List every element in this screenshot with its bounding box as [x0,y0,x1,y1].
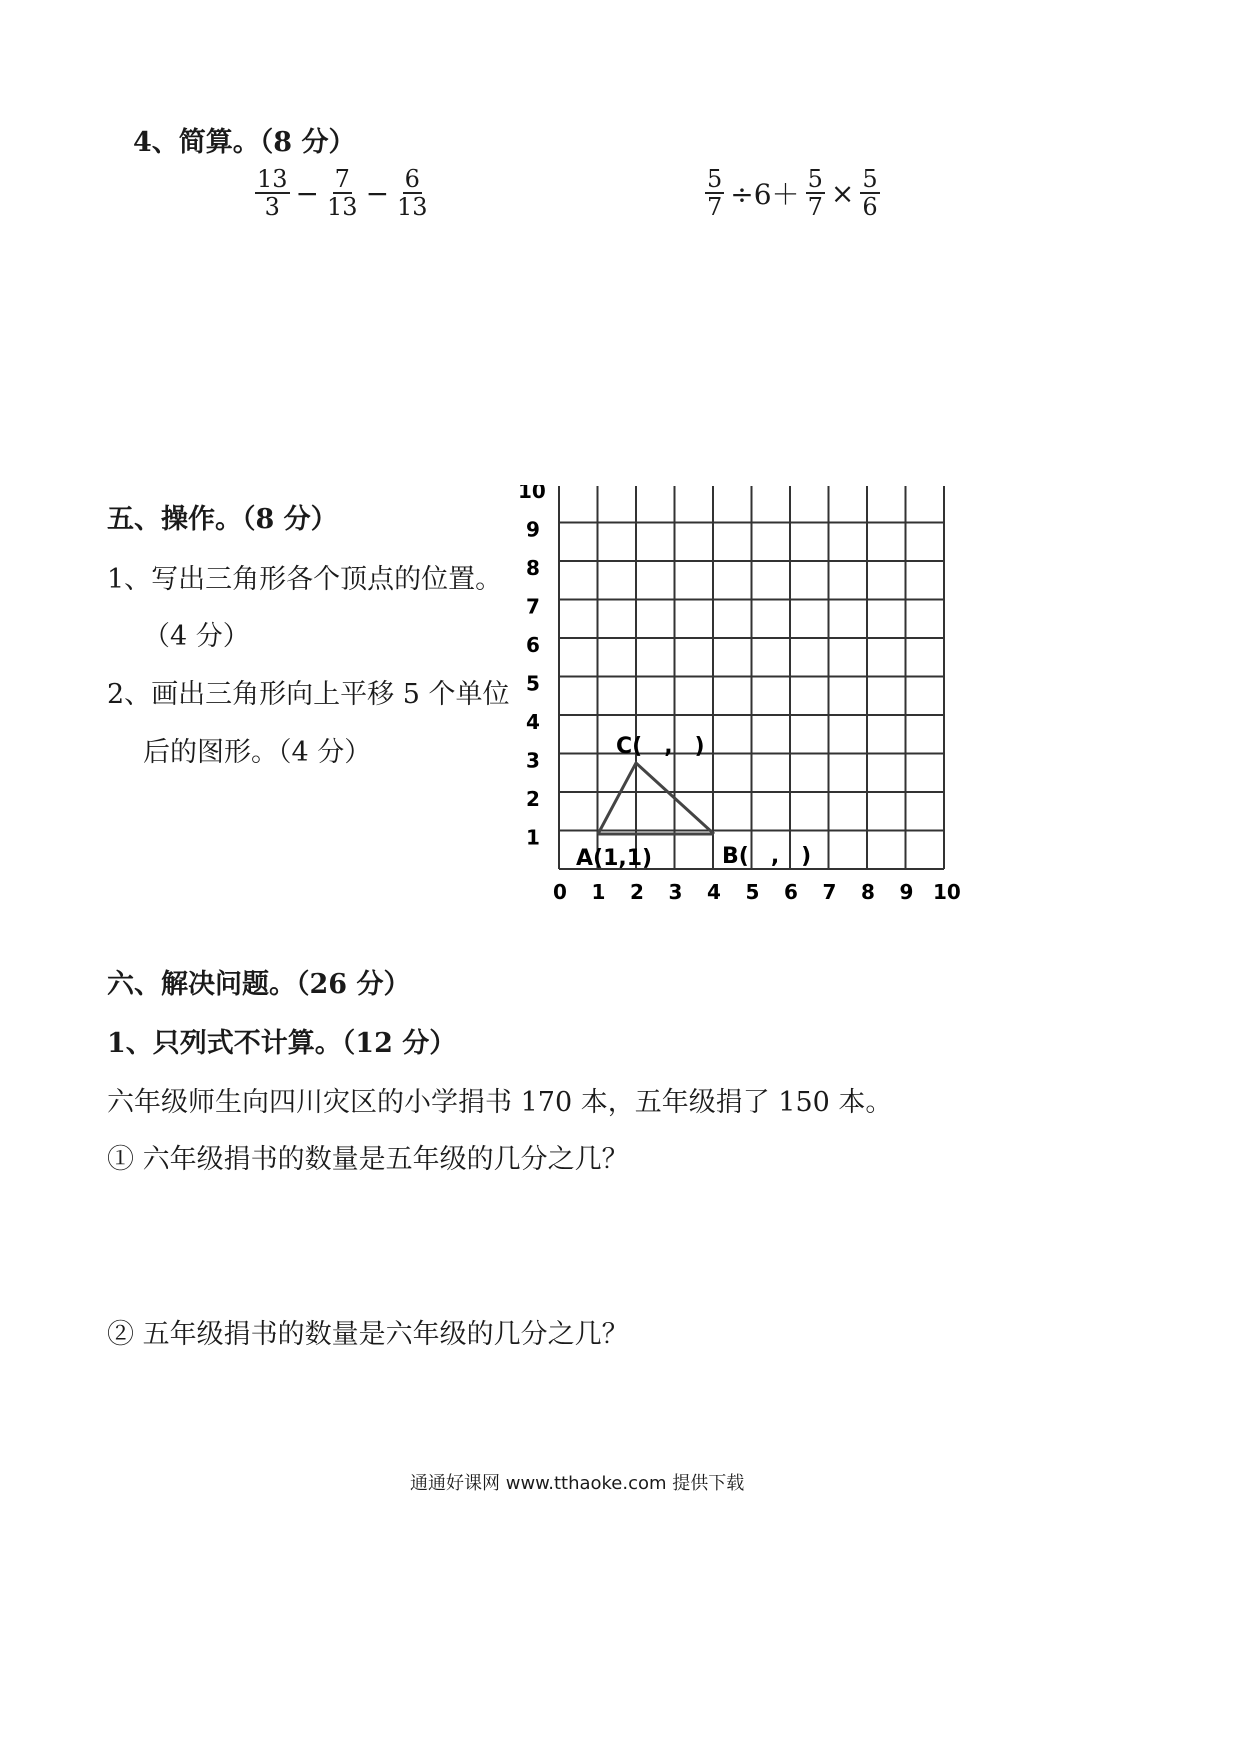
sub-question-2: ② 五年级捐书的数量是六年级的几分之几？ [107,1319,629,1350]
section5-title: 五、操作。（8 分） [107,504,338,535]
triangle [598,763,714,834]
section4-title: 4、简算。（8 分） [133,127,356,158]
numerator: 6 [404,165,420,193]
operator: − [365,176,390,210]
y-tick-label: 3 [526,748,540,773]
footer-text: 通通好课网 www.tthaoke.com 提供下载 [410,1473,745,1494]
section6-sub1-title: 1、只列式不计算。（12 分） [107,1028,457,1059]
y-tick-label: 7 [526,594,540,619]
fraction [395,166,430,221]
operator-text: ÷6＋ [730,178,800,212]
numerator: 5 [862,165,878,193]
denominator: 13 [397,193,428,222]
fraction [705,166,724,221]
section5-question-2: 2、画出三角形向上平移 5 个单位 [107,679,510,710]
expression-2 [705,166,880,221]
section5-question-1-points: （4 分） [143,621,250,652]
operator: × [830,176,855,210]
x-tick-label: 5 [745,880,760,904]
x-tick-label: 9 [899,880,914,904]
operator: − [295,176,320,210]
denominator: 3 [264,193,280,222]
denominator: 7 [707,193,723,222]
numerator: 5 [807,165,823,193]
numerator: 5 [707,165,723,193]
fraction [806,166,825,221]
y-tick-label: 1 [526,825,540,850]
x-tick-label: 6 [784,880,798,904]
numerator: 7 [334,165,350,193]
y-tick-label: 6 [526,633,540,657]
section5-question-1: 1、写出三角形各个顶点的位置。 [107,564,503,595]
expression-1 [255,166,430,221]
sub-question-1: ① 六年级捐书的数量是五年级的几分之几？ [107,1144,629,1175]
section5-question-2-cont: 后的图形。（4 分） [143,737,372,768]
coordinate-grid [510,485,970,915]
y-tick-label: 10 [518,485,546,503]
grid-lines [559,485,944,869]
fraction [255,166,290,221]
x-tick-label: 3 [668,880,683,904]
denominator: 7 [807,193,823,222]
point-b-label: B( , ) [722,844,812,869]
point-c-label: C( , ) [616,734,705,759]
section6-title: 六、解决问题。（26 分） [107,969,411,1000]
x-tick-label: 10 [933,880,961,904]
problem-statement: 六年级师生向四川灾区的小学捐书 170 本，五年级捐了 150 本。 [107,1087,893,1118]
denominator: 13 [327,193,358,222]
x-tick-label: 1 [591,880,606,904]
fraction [860,166,879,221]
x-tick-label: 2 [630,880,644,904]
y-tick-label: 5 [526,671,540,696]
y-tick-label: 8 [526,556,540,580]
x-tick-label: 8 [861,880,875,904]
x-tick-label: 4 [707,880,721,904]
y-tick-label: 2 [526,787,540,811]
point-a-label: A(1,1) [576,846,653,871]
x-tick-labels [553,880,961,904]
numerator: 13 [257,165,288,193]
y-tick-label: 4 [526,710,540,734]
x-tick-label: 7 [822,880,837,904]
y-tick-labels [518,485,546,850]
y-tick-label: 9 [526,517,540,542]
denominator: 6 [862,193,878,222]
fraction [325,166,360,221]
x-tick-label: 0 [553,880,567,904]
